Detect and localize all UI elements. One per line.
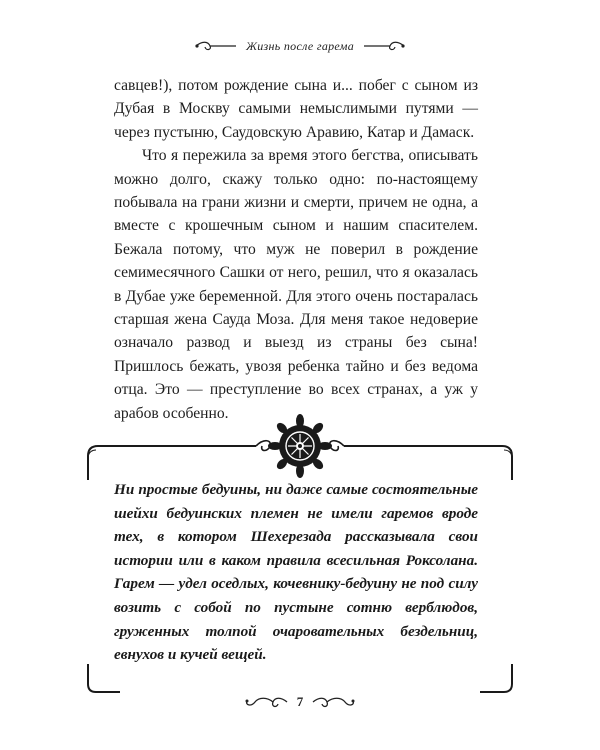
body-text (114, 74, 478, 425)
header-flourish-right-icon (362, 40, 406, 52)
callout-text: Ни простые бедуины, ни даже самые состоятельные шейхи бедуинских племен не имели гаремов вроде тех, в котором Шехерезада рассказывала свои истории или в каком правила всесильная Роксолана. Гарем — удел оседлых, кочевнику-бедуину не под силу возить с собой по пустыне сотню верблюдов, груженных толпой очаровательных бездельниц, евнухов и кучей вещей. (114, 481, 478, 664)
ornament-divider-icon (80, 410, 520, 482)
body-paragraph: савцев!), потом рождение сына и... побег с сыном из Дубая в Москву самыми немыслимыми путями — через пустыню, Саудовскую Аравию, Катар и Дамаск. (114, 77, 478, 141)
page-footer (0, 690, 600, 714)
callout-box (114, 478, 478, 667)
ornament-divider (80, 410, 520, 482)
body-paragraph: Что я пережила за время этого бегства, описывать можно долго, скажу только одно: по-настоящему побывала на грани жизни и смерти, причем не одна, а вместе с крошечным сыном и нашим спасителем. Бежала потому, что муж не поверил в рождение семимесячного Сашки от него, решил, что я оказалась в Дубае уже беременной. Для этого очень постаралась старшая жена Сауда Моза. Для меня такое недоверие означало развод и выезд из страны без сына! Пришлось бежать, увозя ребенка тайно и без ведома отца. Это — преступление во всех странах, а уж у арабов особенно. (114, 147, 478, 422)
footer-flourish-right-icon (311, 695, 357, 709)
header-flourish-left-icon (194, 40, 238, 52)
page-number: 7 (296, 694, 304, 709)
running-header (0, 36, 600, 56)
footer-flourish-left-icon (243, 695, 289, 709)
running-title: Жизнь после гарема (245, 38, 355, 53)
